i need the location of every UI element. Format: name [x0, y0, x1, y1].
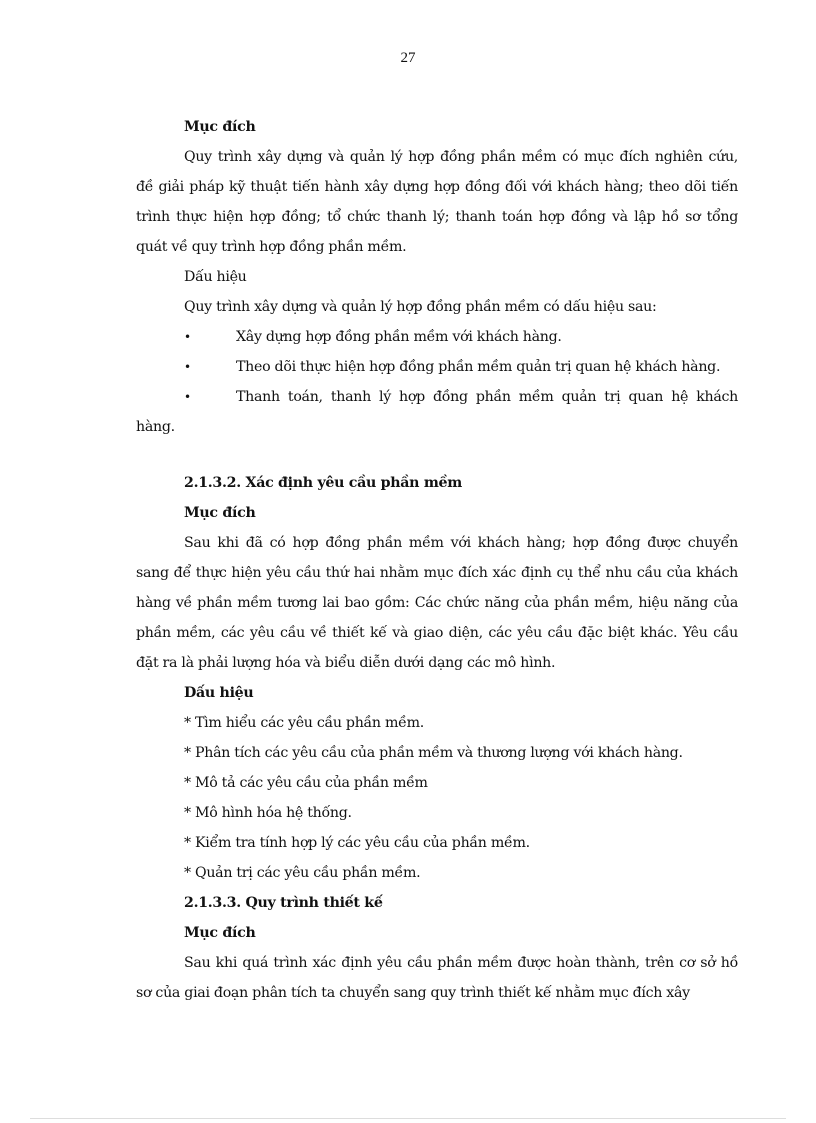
bullet-item	[136, 352, 738, 382]
bullet-text: Xây dựng hợp đồng phần mềm với khách hàng.	[236, 329, 562, 345]
list-item: * Tìm hiểu các yêu cầu phần mềm.	[184, 715, 424, 731]
page-bottom-rule	[30, 1118, 786, 1119]
paragraph-line: Quy trình xây dựng và quản lý hợp đồng phần mềm có mục đích nghiên cứu,	[184, 149, 738, 165]
paragraph-line: trình thực hiện hợp đồng; tổ chức thanh lý; thanh toán hợp đồng và lập hồ sơ tổng	[136, 209, 738, 225]
paragraph-line: sang để thực hiện yêu cầu thứ hai nhằm mục đích xác định cụ thể nhu cầu của khách	[136, 565, 738, 581]
bullet-item	[136, 382, 738, 412]
bullet-icon: •	[184, 360, 191, 374]
document-body	[136, 112, 738, 1008]
paragraph-line: quát về quy trình hợp đồng phần mềm.	[136, 239, 407, 255]
list-item: * Mô hình hóa hệ thống.	[184, 805, 352, 821]
list-item: * Mô tả các yêu cầu của phần mềm	[184, 775, 428, 791]
sign-intro: Quy trình xây dựng và quản lý hợp đồng phần mềm có dấu hiệu sau:	[184, 299, 657, 315]
bullet-text: Thanh toán, thanh lý hợp đồng phần mềm quản trị quan hệ khách	[236, 389, 738, 405]
section-title-2-1-3-2: 2.1.3.2. Xác định yêu cầu phần mềm	[184, 475, 462, 491]
sign-heading-2: Dấu hiệu	[184, 685, 254, 701]
bullet-item	[136, 322, 738, 352]
paragraph-line: Sau khi đã có hợp đồng phần mềm với khách hàng; hợp đồng được chuyển	[184, 535, 738, 551]
list-item: * Kiểm tra tính hợp lý các yêu cầu của phần mềm.	[184, 835, 530, 851]
paragraph-line: đặt ra là phải lượng hóa và biểu diễn dưới dạng các mô hình.	[136, 655, 556, 671]
section-title-2-1-3-3: 2.1.3.3. Quy trình thiết kế	[184, 895, 383, 911]
purpose-heading-3: Mục đích	[184, 925, 256, 941]
bullet-icon: •	[184, 390, 191, 404]
bullet-text: Theo dõi thực hiện hợp đồng phần mềm quản trị quan hệ khách hàng.	[236, 359, 721, 375]
bullet-continuation: hàng.	[136, 419, 175, 435]
paragraph-line: sơ của giai đoạn phân tích ta chuyển sang quy trình thiết kế nhằm mục đích xây	[136, 985, 690, 1001]
list-item: * Phân tích các yêu cầu của phần mềm và thương lượng với khách hàng.	[184, 745, 683, 761]
page-number: 27	[400, 50, 416, 66]
bullet-icon: •	[184, 330, 191, 344]
paragraph-line: phần mềm, các yêu cầu về thiết kế và giao diện, các yêu cầu đặc biệt khác. Yêu cầu	[136, 625, 738, 641]
paragraph-line: hàng về phần mềm tương lai bao gồm: Các chức năng của phần mềm, hiệu năng của	[136, 595, 738, 611]
purpose-heading-2: Mục đích	[184, 505, 256, 521]
purpose-heading-1: Mục đích	[184, 119, 256, 135]
paragraph-line: Sau khi quá trình xác định yêu cầu phần mềm được hoàn thành, trên cơ sở hồ	[184, 955, 738, 971]
list-item: * Quản trị các yêu cầu phần mềm.	[184, 865, 421, 881]
sign-heading-1: Dấu hiệu	[184, 269, 247, 285]
paragraph-line: đề giải pháp kỹ thuật tiến hành xây dựng hợp đồng đối với khách hàng; theo dõi tiến	[136, 179, 738, 195]
